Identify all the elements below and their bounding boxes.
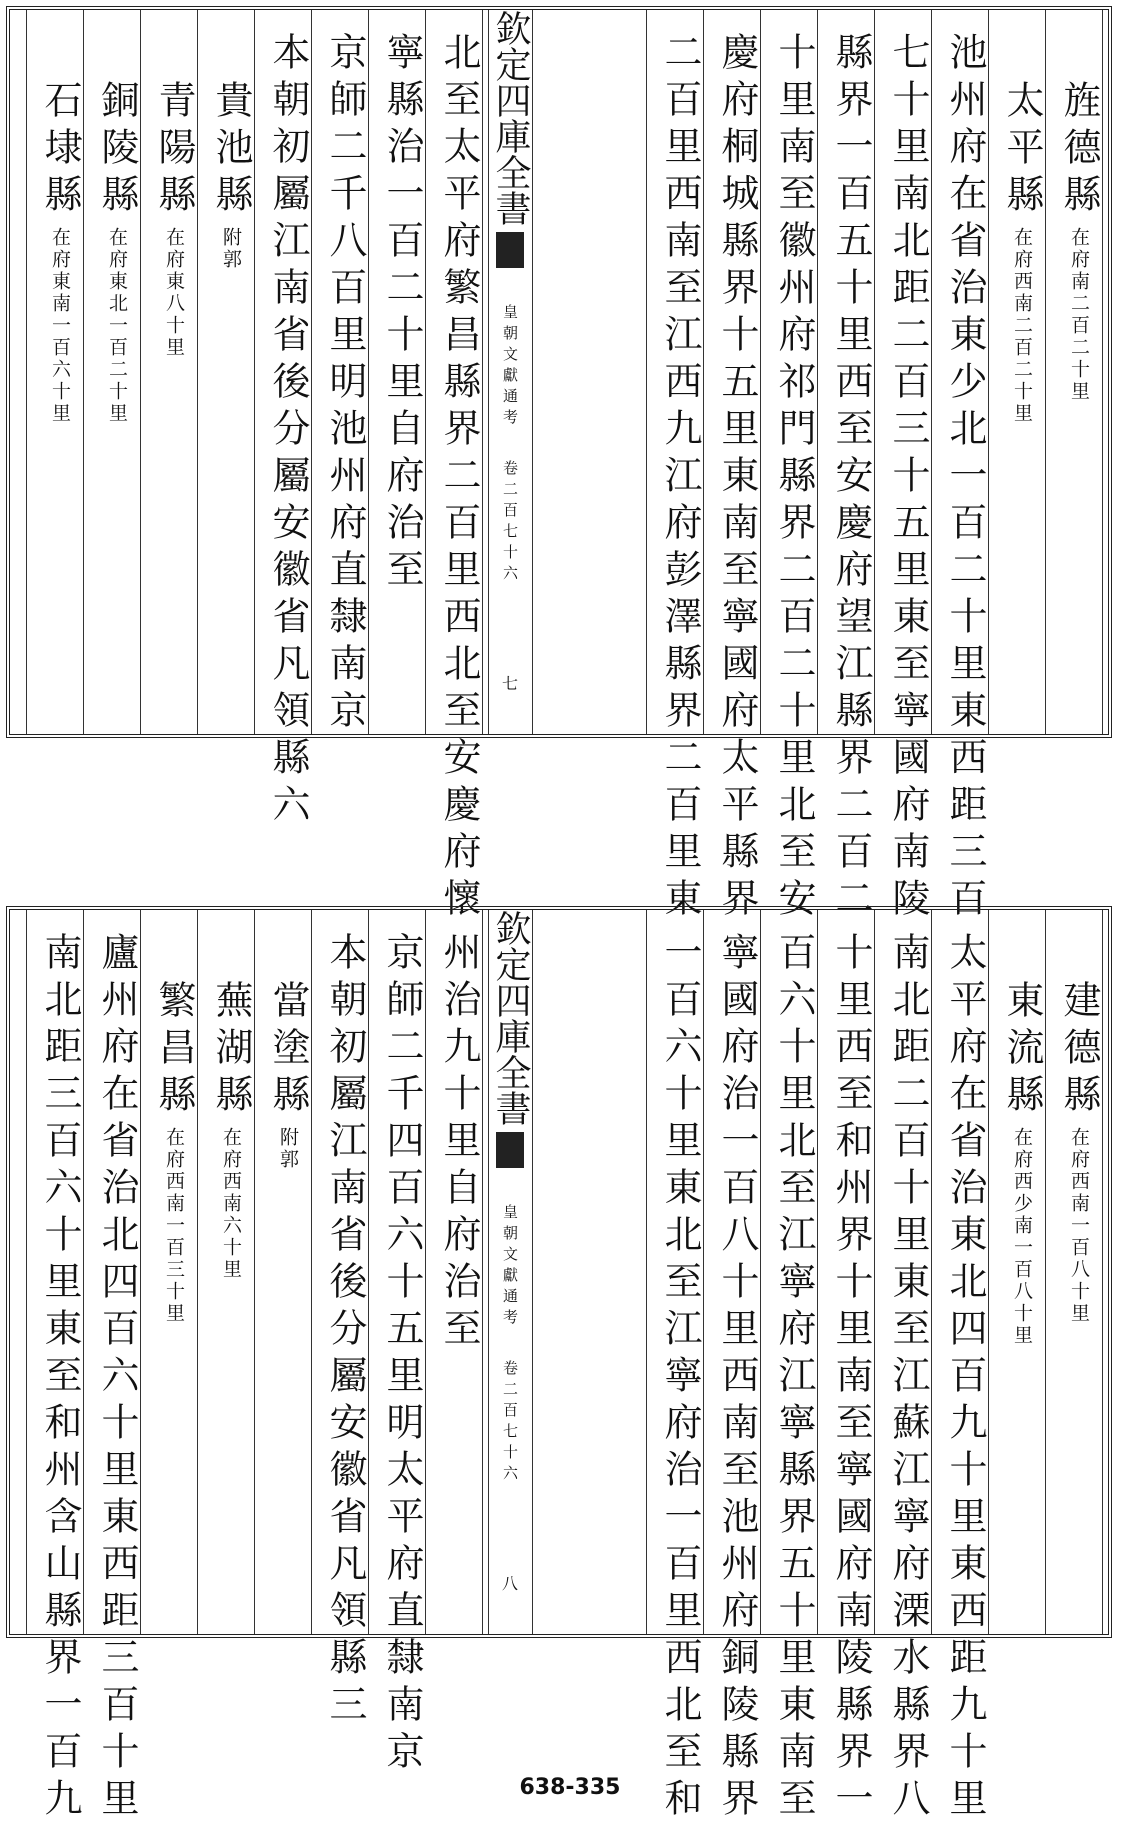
column-rule (488, 910, 489, 1634)
book-title: 欽定四庫全書 (490, 10, 531, 226)
column-rule (368, 910, 369, 1634)
column-annotation (277, 1127, 299, 1171)
column-text: 百六十里北至江寧府江寧縣界五十里東南至 (772, 932, 816, 1825)
page-footer-number: 638-335 (519, 1775, 621, 1800)
leaf-number: 八 (502, 1574, 519, 1593)
annotation-line: 在府西南一 (1068, 1127, 1090, 1237)
column-rule (482, 10, 483, 734)
column-text: 東流縣 (1000, 980, 1044, 1121)
column-text: 貴池縣 (209, 80, 253, 221)
center-margin (490, 10, 531, 734)
column-text: 太平府在省治東北四百九十里東西距九十里 (943, 932, 987, 1825)
text-column (146, 910, 196, 1634)
annotation-line: 在府東北一 (106, 227, 128, 337)
column-text: 京師二千四百六十五里明太平府直隸南京 (380, 932, 424, 1778)
column-text: 廬州府在省治北四百六十里東西距三百十里 (95, 932, 139, 1825)
text-column (994, 10, 1044, 734)
column-rule (26, 10, 27, 734)
column-annotation (163, 227, 185, 359)
text-column (994, 910, 1044, 1634)
column-rule (1045, 910, 1046, 1634)
column-annotation (220, 227, 242, 271)
column-rule (988, 910, 989, 1634)
column-text: 京師二千八百里明池州府直隸南京 (323, 32, 367, 737)
column-rule (311, 10, 312, 734)
text-column (32, 910, 82, 1825)
text-column (652, 910, 702, 1825)
text-column (260, 10, 310, 831)
column-rule (931, 910, 932, 1634)
column-text: 州治九十里自府治至 (437, 932, 481, 1355)
text-column (203, 910, 253, 1634)
text-column (823, 910, 873, 1825)
column-rule (140, 910, 141, 1634)
top-page (6, 6, 1112, 925)
annotation-line: 在府南二 (1068, 227, 1090, 315)
text-column (32, 10, 82, 734)
annotation-line: 郭 (277, 1149, 299, 1171)
column-rule (197, 910, 198, 1634)
column-text: 蕪湖縣 (209, 980, 253, 1121)
annotation-line: 郭 (220, 249, 242, 271)
chapter-label: 皇朝文獻通考 (501, 304, 519, 430)
annotation-line: 一百八十里 (1011, 1237, 1033, 1347)
column-annotation (1068, 227, 1090, 403)
column-rule (488, 10, 489, 734)
text-column (260, 910, 310, 1634)
fishtail-mark (496, 232, 524, 268)
annotation-line: 在府西南一 (163, 1127, 185, 1237)
column-rule (532, 10, 533, 734)
column-rule (425, 910, 426, 1634)
column-text: 旌德縣 (1057, 80, 1101, 221)
column-text: 二百里西南至江西九江府彭澤縣界二百里東 (658, 32, 702, 925)
chapter-label: 卷二百七十六 (501, 1360, 519, 1486)
center-margin (490, 910, 531, 1634)
leaf-number: 七 (502, 674, 519, 693)
column-rule (646, 910, 647, 1634)
text-column (880, 10, 930, 925)
book-title: 欽定四庫全書 (490, 910, 531, 1126)
annotation-line: 百二十里 (106, 337, 128, 425)
annotation-line: 在府東 (163, 227, 185, 293)
column-text: 當塗縣 (266, 980, 310, 1121)
column-rule (1045, 10, 1046, 734)
column-text: 十里西至和州界十里南至寧國府南陵縣界一 (829, 932, 873, 1825)
column-text: 寧縣治一百二十里自府治至 (380, 32, 424, 596)
column-rule (482, 910, 483, 1634)
column-text: 南北距三百六十里東至和州含山縣界一百九 (38, 932, 82, 1825)
annotation-line: 百三十里 (163, 1237, 185, 1325)
column-text: 銅陵縣 (95, 80, 139, 221)
column-rule (760, 10, 761, 734)
fishtail-mark (496, 1132, 524, 1168)
column-rule (26, 910, 27, 1634)
text-column (709, 910, 759, 1825)
column-rule (1102, 10, 1103, 734)
column-annotation (220, 1127, 242, 1281)
text-column (937, 10, 987, 925)
column-annotation (1011, 1127, 1033, 1347)
text-column (652, 10, 702, 925)
column-rule (988, 10, 989, 734)
column-rule (311, 910, 312, 1634)
text-column (431, 10, 481, 925)
column-annotation (1068, 1127, 1090, 1325)
column-text: 本朝初屬江南省後分屬安徽省凡領縣六 (266, 32, 310, 831)
text-column (374, 910, 424, 1778)
text-column (766, 10, 816, 925)
column-rule (703, 910, 704, 1634)
column-rule (931, 10, 932, 734)
text-column (146, 10, 196, 734)
column-text: 南北距二百十里東至江蘇江寧府溧水縣界八 (886, 932, 930, 1825)
column-text: 繁昌縣 (152, 980, 196, 1121)
column-annotation (49, 227, 71, 425)
column-rule (368, 10, 369, 734)
chapter-label: 卷二百七十六 (501, 460, 519, 586)
text-column (374, 10, 424, 734)
annotation-line: 在府西南二 (1011, 227, 1033, 337)
column-text: 十里南至徽州府祁門縣界二百二十里北至安 (772, 32, 816, 925)
column-text: 石埭縣 (38, 80, 82, 221)
annotation-line: 附 (220, 227, 242, 249)
column-rule (817, 910, 818, 1634)
column-text: 池州府在省治東少北一百二十里東西距三百 (943, 32, 987, 925)
column-rule (646, 10, 647, 734)
column-text: 建德縣 (1057, 980, 1101, 1121)
text-column (766, 910, 816, 1825)
column-text: 本朝初屬江南省後分屬安徽省凡領縣三 (323, 932, 367, 1731)
column-rule (254, 10, 255, 734)
column-rule (140, 10, 141, 734)
text-column (709, 10, 759, 925)
column-annotation (1011, 227, 1033, 425)
text-column (1051, 910, 1101, 1634)
text-column (937, 910, 987, 1825)
annotation-line: 在府西南 (220, 1127, 242, 1215)
annotation-line: 在府西少南 (1011, 1127, 1033, 1237)
annotation-line: 百二十里 (1068, 315, 1090, 403)
column-rule (425, 10, 426, 734)
column-rule (874, 910, 875, 1634)
column-text: 七十里南北距二百三十五里東至寧國府南陵 (886, 32, 930, 925)
column-annotation (106, 227, 128, 425)
column-text: 寧國府治一百八十里西南至池州府銅陵縣界 (715, 932, 759, 1825)
annotation-line: 百六十里 (49, 337, 71, 425)
text-column (431, 910, 481, 1634)
column-rule (760, 910, 761, 1634)
annotation-line: 六十里 (220, 1215, 242, 1281)
column-rule (874, 10, 875, 734)
text-column (823, 10, 873, 925)
text-column (89, 910, 139, 1825)
chapter-label: 皇朝文獻通考 (501, 1204, 519, 1330)
text-column (89, 10, 139, 734)
column-annotation (163, 1127, 185, 1325)
annotation-line: 在府東南一 (49, 227, 71, 337)
text-column (317, 910, 367, 1731)
column-text: 青陽縣 (152, 80, 196, 221)
column-rule (83, 10, 84, 734)
text-column (203, 10, 253, 734)
column-rule (703, 10, 704, 734)
column-text: 北至太平府繁昌縣界二百里西北至安慶府懷 (437, 32, 481, 925)
annotation-line: 百八十里 (1068, 1237, 1090, 1325)
column-rule (83, 910, 84, 1634)
text-column (880, 910, 930, 1825)
annotation-line: 八十里 (163, 293, 185, 359)
text-column (1051, 10, 1101, 734)
column-text: 太平縣 (1000, 80, 1044, 221)
column-text: 縣界一百五十里西至安慶府望江縣界二百二 (829, 32, 873, 925)
column-rule (532, 910, 533, 1634)
text-column (317, 10, 367, 737)
column-rule (197, 10, 198, 734)
column-text: 一百六十里東北至江寧府治一百里西北至和 (658, 932, 702, 1825)
column-rule (817, 10, 818, 734)
column-rule (1102, 910, 1103, 1634)
column-text: 慶府桐城縣界十五里東南至寧國府太平縣界 (715, 32, 759, 925)
annotation-line: 百二十里 (1011, 337, 1033, 425)
column-rule (254, 910, 255, 1634)
annotation-line: 附 (277, 1127, 299, 1149)
